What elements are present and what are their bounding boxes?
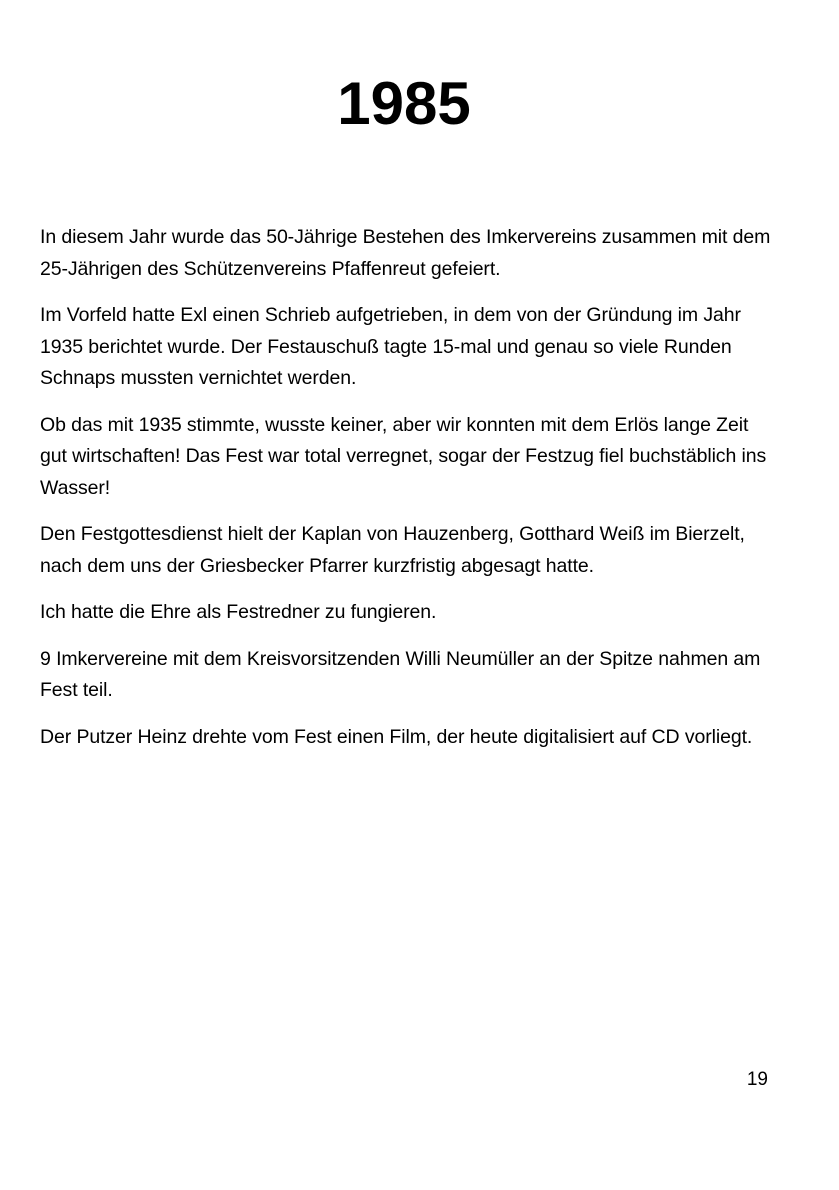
paragraph: Der Putzer Heinz drehte vom Fest einen Film, der heute digitalisiert auf CD vorliegt. <box>40 725 753 748</box>
body-text <box>40 222 775 768</box>
paragraph: In diesem Jahr wurde das 50-Jährige Bestehen des Imkervereins zusammen mit dem 25-Jährigen des Schützenvereins Pfaffenreut gefeiert. <box>40 226 771 280</box>
page-number: 19 <box>746 1069 768 1090</box>
paragraph: Den Festgottesdienst hielt der Kaplan von Hauzenberg, Gotthard Weiß im Bierzelt, nach dem uns der Griesbecker Pfarrer kurzfristig abgesagt hatte. <box>40 523 745 577</box>
paragraph: Im Vorfeld hatte Exl einen Schrieb aufgetrieben, in dem von der Gründung im Jahr 1935 berichtet wurde. Der Festauschuß tagte 15-mal und genau so viele Runden Schnaps mussten vernichtet werden. <box>40 304 741 389</box>
paragraph: 9 Imkervereine mit dem Kreisvorsitzenden Willi Neumüller an der Spitze nahmen am Fest teil. <box>40 647 761 701</box>
page-title: 1985 <box>337 70 471 137</box>
paragraph: Ich hatte die Ehre als Festredner zu fungieren. <box>40 601 437 623</box>
paragraph: Ob das mit 1935 stimmte, wusste keiner, aber wir konnten mit dem Erlös lange Zeit gut wirtschaften! Das Fest war total verregnet, sogar der Festzug fiel buchstäblich ins Wasser! <box>40 413 767 499</box>
